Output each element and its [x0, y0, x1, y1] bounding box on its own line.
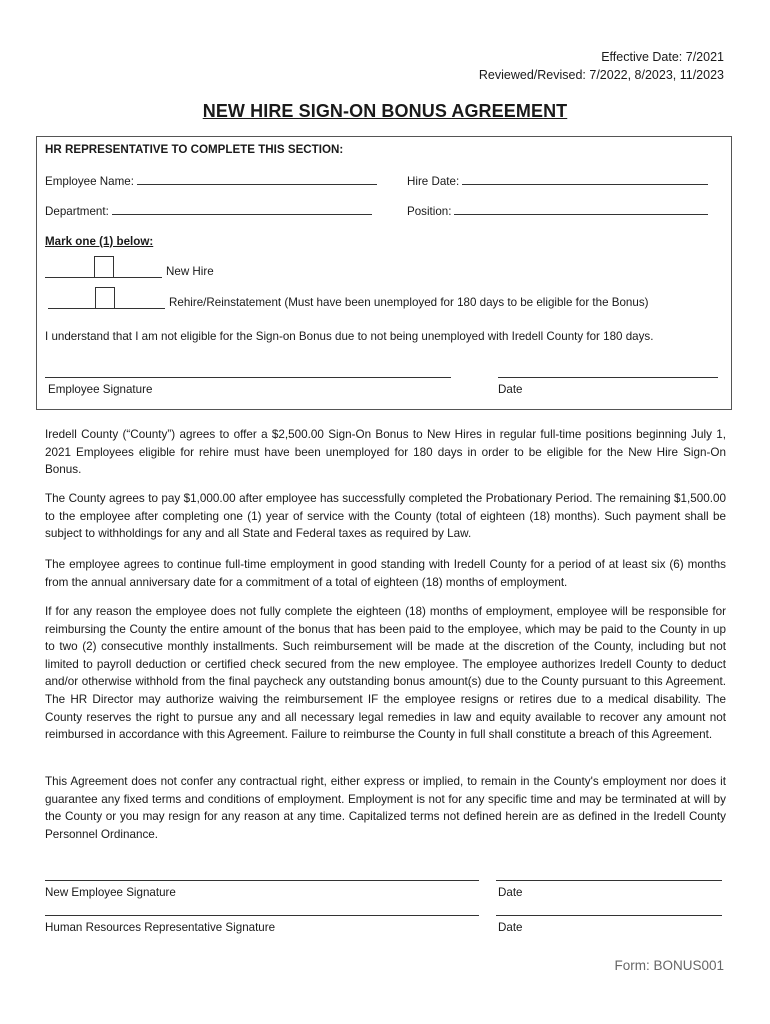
- rehire-checkbox[interactable]: [95, 287, 115, 309]
- new-hire-label: New Hire: [166, 265, 214, 278]
- new-employee-date-label: Date: [498, 886, 523, 899]
- employee-signature-label: Employee Signature: [48, 383, 153, 396]
- position-label: Position:: [407, 205, 452, 218]
- new-employee-signature-line[interactable]: [45, 880, 479, 881]
- employee-date-line[interactable]: [498, 377, 718, 378]
- new-employee-signature-label: New Employee Signature: [45, 886, 176, 899]
- paragraph-5: This Agreement does not confer any contractual right, either express or implied, to remain in the County's employment nor does it guarantee any fixed terms and conditions of employment. Employment is not for any specific time and may be terminated at will by the County or you may resign for any reason at any time. Capitalized terms not defined herein are as defined in the Iredell County Personnel Ordinance.: [45, 775, 726, 841]
- rehire-label: Rehire/Reinstatement (Must have been unemployed for 180 days to be eligible for the Bonus): [169, 296, 649, 309]
- hire-date-row: [407, 173, 708, 190]
- effective-date: Effective Date: 7/2021: [601, 50, 724, 64]
- mark-one-label: Mark one (1) below:: [45, 235, 154, 248]
- employee-name-field[interactable]: [137, 173, 377, 185]
- paragraph-3: The employee agrees to continue full-time employment in good standing with Iredell County for a period of at least six (6) months from the annual anniversary date for a commitment of a total of eighteen (18) months of employment.: [45, 558, 726, 589]
- hr-rep-date-label: Date: [498, 921, 523, 934]
- position-row: [407, 203, 708, 220]
- ineligible-statement: I understand that I am not eligible for the Sign-on Bonus due to not being unemployed with Iredell County for 180 days.: [45, 330, 654, 343]
- paragraph-1: Iredell County (“County”) agrees to offer a $2,500.00 Sign-On Bonus to New Hires in regular full-time positions beginning July 1, 2021 Employees eligible for rehire must have been unemployed for 180 days in order to be eligible for the New Hire Sign-On Bonus.: [45, 428, 726, 477]
- paragraph-4: If for any reason the employee does not fully complete the eighteen (18) months of employment, employee will be responsible for reimbursing the County the entire amount of the bonus that has been paid to the employee, which may be paid to the County in up to two (2) consecutive monthly installments. Such reimbursement will be made at the discretion of the County, including but not limited to payroll deduction or certified check secured from the new employee. The employee authorizes Iredell County to deduct and/or otherwise withhold from the final paycheck any outstanding bonus amount(s) due to the County pursuant to this Agreement. The HR Director may authorize waiving the reimbursement IF the employee resigns or retires due to a medical disability. The County reserves the right to pursue any and all necessary legal remedies in law and equity available to recover any amount not reimbursed in accordance with this Agreement. Failure to reimburse the County in full shall constitute a breach of this Agreement.: [45, 605, 726, 742]
- reviewed-date: Reviewed/Revised: 7/2022, 8/2023, 11/2023: [478, 68, 724, 82]
- hr-rep-signature-line[interactable]: [45, 915, 479, 916]
- hr-rep-signature-label: Human Resources Representative Signature: [45, 921, 276, 934]
- hire-date-label: Hire Date:: [407, 175, 460, 188]
- department-row: [45, 203, 372, 220]
- employee-name-label: Employee Name:: [45, 175, 134, 188]
- paragraph-2: The County agrees to pay $1,000.00 after employee has successfully completed the Probationary Period. The remaining $1,500.00 to the employee after completing one (1) year of service with the County (total of eighteen (18) months). Such payment shall be subject to withholdings for any and all State and Federal taxes as required by Law.: [45, 492, 726, 541]
- new-hire-checkbox[interactable]: [94, 256, 114, 278]
- employee-date-label: Date: [498, 383, 523, 396]
- hire-date-field[interactable]: [462, 173, 708, 185]
- employee-signature-line[interactable]: [45, 377, 451, 378]
- hr-rep-date-line[interactable]: [496, 915, 722, 916]
- department-label: Department:: [45, 205, 109, 218]
- position-field[interactable]: [454, 203, 708, 215]
- document-title: NEW HIRE SIGN-ON BONUS AGREEMENT: [202, 101, 568, 121]
- department-field[interactable]: [112, 203, 372, 215]
- form-id: Form: BONUS001: [614, 958, 724, 973]
- employee-name-row: [45, 173, 377, 190]
- new-employee-date-line[interactable]: [496, 880, 722, 881]
- hr-section-heading: HR REPRESENTATIVE TO COMPLETE THIS SECTION:: [45, 143, 344, 156]
